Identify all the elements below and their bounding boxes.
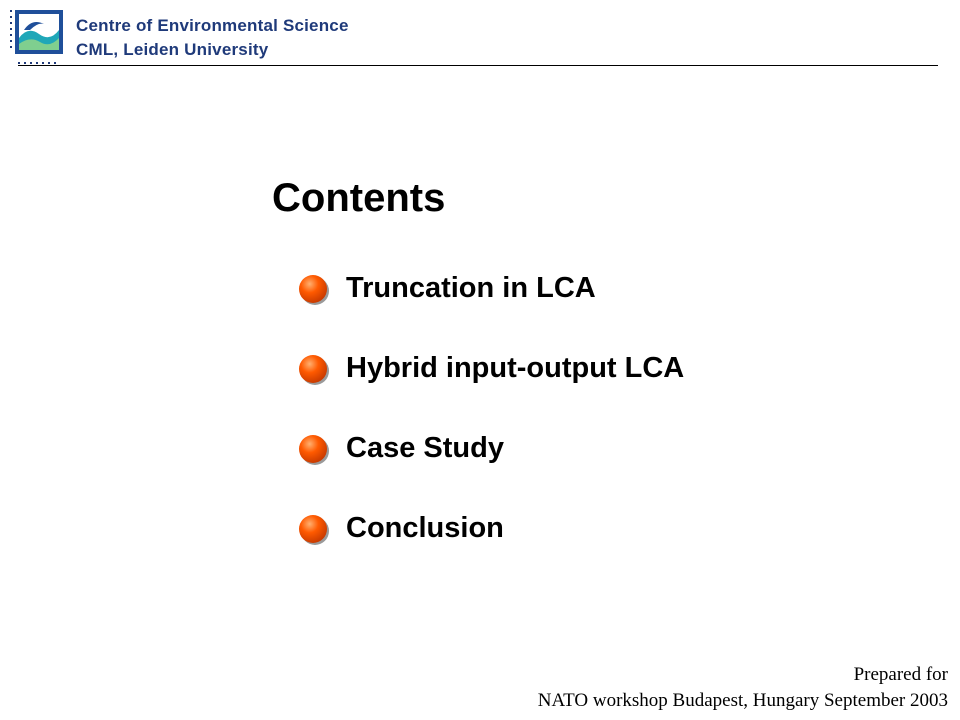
- slide-footer: [538, 662, 948, 714]
- list-item: [298, 508, 818, 588]
- list-item-label: Hybrid input-output LCA: [346, 352, 685, 384]
- footer-prepared-for: Prepared for: [853, 664, 948, 685]
- contents-list: [298, 268, 818, 588]
- slide-header: [0, 0, 960, 70]
- list-item-label: Case Study: [346, 432, 504, 464]
- org-name: Centre of Environmental Science: [76, 16, 349, 35]
- slide-title: Contents: [272, 176, 446, 220]
- orange-ball-bullet-icon: [298, 354, 330, 386]
- orange-ball-bullet-icon: [298, 274, 330, 306]
- list-item-label: Conclusion: [346, 512, 504, 544]
- orange-ball-bullet-icon: [298, 514, 330, 546]
- cml-logo-icon: [10, 8, 66, 66]
- org-affiliation: CML, Leiden University: [76, 40, 269, 59]
- header-divider: [18, 65, 938, 66]
- footer-event: NATO workshop Budapest, Hungary September 2003: [537, 690, 948, 711]
- list-item: [298, 428, 818, 508]
- orange-ball-bullet-icon: [298, 434, 330, 466]
- list-item-label: Truncation in LCA: [346, 272, 596, 304]
- list-item: [298, 348, 818, 428]
- list-item: [298, 268, 818, 348]
